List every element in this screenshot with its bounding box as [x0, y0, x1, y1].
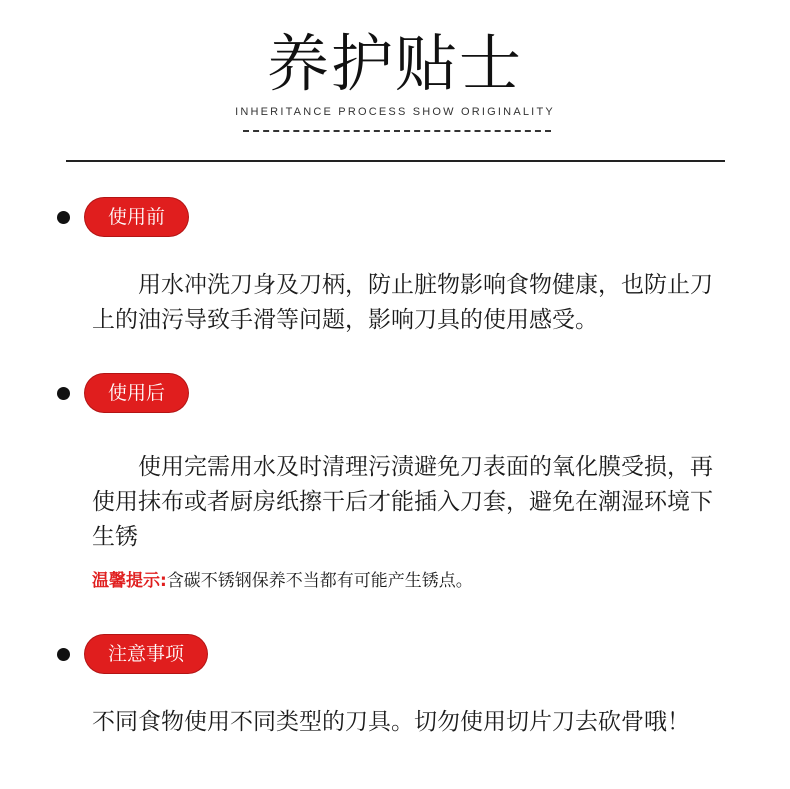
tip-text: 含碳不锈钢保养不当都有可能产生锈点。 — [166, 571, 473, 591]
page-subtitle: INHERITANCE PROCESS SHOW ORIGINALITY — [235, 106, 555, 118]
section-text-after-use: 使用完需用水及时清理污渍避免刀表面的氧化膜受损，再使用抹布或者厨房纸擦干后才能插入刀套，避免在潮湿环境下生锈 — [92, 454, 713, 550]
page-title: 养护贴士 — [266, 27, 523, 100]
bullet-icon — [57, 211, 70, 224]
section-label-after-use: 使用后 — [85, 374, 188, 412]
bullet-icon — [57, 648, 70, 661]
tip-line — [92, 569, 473, 593]
section-header-after-use — [57, 374, 188, 412]
section-text-before-use: 用水冲洗刀身及刀柄，防止脏物影响食物健康，也防止刀上的油污导致手滑等问题，影响刀具的使用感受。 — [92, 272, 713, 333]
section-text-notes: 不同食物使用不同类型的刀具。切勿使用切片刀去砍骨哦！ — [92, 709, 690, 735]
dashed-divider — [243, 130, 551, 132]
section-header-before-use — [57, 198, 188, 236]
horizontal-rule — [66, 160, 725, 162]
section-label-before-use: 使用前 — [85, 198, 188, 236]
tip-label: 温馨提示: — [92, 571, 167, 591]
section-header-notes — [57, 635, 207, 673]
section-label-notes: 注意事项 — [85, 635, 207, 673]
bullet-icon — [57, 387, 70, 400]
